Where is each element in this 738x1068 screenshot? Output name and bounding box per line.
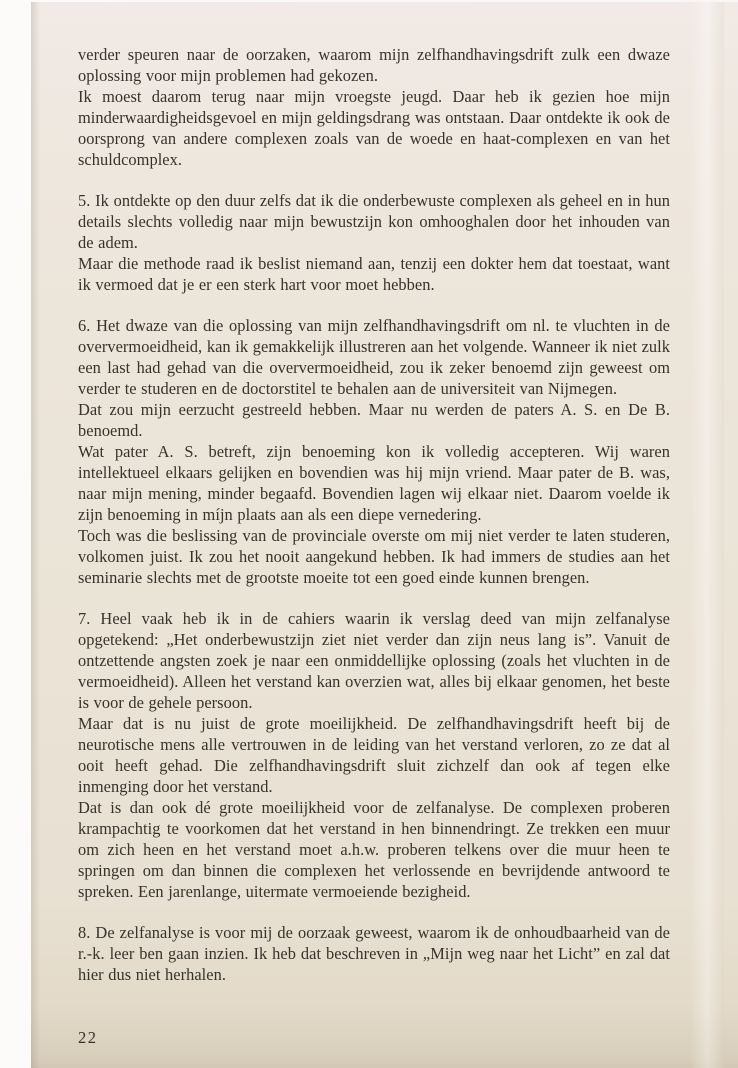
text-section bbox=[78, 315, 670, 588]
paragraph: Maar die methode raad ik beslist niemand aan, tenzij een dokter hem dat toestaat, want ik vermoed dat je er een sterk hart voor moet hebben. bbox=[78, 254, 670, 294]
paragraph: 7. Heel vaak heb ik in de cahiers waarin ik verslag deed van mijn zelfanalyse opgetekend: „Het onderbewustzijn ziet niet verder dan zijn neus lang is”. Vanuit de ontzettende angsten zoek je naar een onmiddellijke oplossing (zoals het vluchten in de vermoeidheid). Alleen het verstand kan overzien wat, alles bij elkaar genomen, het beste is voor de gehele persoon. bbox=[78, 609, 670, 712]
text-section bbox=[78, 190, 670, 295]
paragraph: Toch was die beslissing van de provinciale overste om mij niet verder te laten studeren, volkomen juist. Ik zou het nooit aangekund hebben. Ik had immers de studies aan het seminarie slechts met de grootste moeite tot een goed einde kunnen brengen. bbox=[78, 526, 670, 587]
paragraph: 6. Het dwaze van die oplossing van mijn zelfhandhavingsdrift om nl. te vluchten in de oververmoeidheid, kan ik gemakkelijk illustreren aan het volgende. Wanneer ik niet zulk een last had gehad van die oververmoeidheid, zou ik zeker benoemd zijn geweest om verder te studeren en de doctorstitel te behalen aan de universiteit van Nijmegen. bbox=[78, 316, 670, 398]
text-section bbox=[78, 922, 670, 985]
page-text bbox=[78, 44, 670, 1005]
text-section bbox=[78, 608, 670, 902]
paragraph: Dat is dan ook dé grote moeilijkheid voor de zelfanalyse. De complexen proberen krampachtig te voorkomen dat het verstand in hen binnendringt. Ze trekken een muur om zich heen en het verstand moet a.h.w. proberen telkens over die muur heen te springen om dan binnen die complexen het verlossende en bevrijdende antwoord te spreken. Een jarenlange, uitermate vermoeiende bezigheid. bbox=[78, 798, 670, 901]
paragraph: Maar dat is nu juist de grote moeilijkheid. De zelfhandhavingsdrift heeft bij de neurotische mens alle vertrouwen in de leiding van het verstand verloren, zo ze dat al ooit heeft gehad. Die zelfhandhavingsdrift sluit zichzelf dan ook af tegen elke inmenging door het verstand. bbox=[78, 714, 670, 796]
page-number: 22 bbox=[78, 1028, 98, 1047]
paragraph: Ik moest daarom terug naar mijn vroegste jeugd. Daar heb ik gezien hoe mijn minderwaardigheidsgevoel en mijn geldingsdrang was ontstaan. Daar ontdekte ik ook de oorsprong van andere complexen zoals van de woede en haat-complexen en van het schuldcomplex. bbox=[78, 87, 670, 169]
paragraph: verder speuren naar de oorzaken, waarom mijn zelfhandhavingsdrift zulk een dwaze oplossing voor mijn problemen had gekozen. bbox=[78, 45, 670, 85]
paragraph: 8. De zelfanalyse is voor mij de oorzaak geweest, waarom ik de onhoudbaarheid van de r.-k. leer ben gaan inzien. Ik heb dat beschreven in „Mijn weg naar het Licht” en zal dat hier dus niet herhalen. bbox=[78, 923, 670, 984]
paragraph: Dat zou mijn eerzucht gestreeld hebben. Maar nu werden de paters A. S. en De B. benoemd. bbox=[78, 400, 670, 440]
paragraph: Wat pater A. S. betreft, zijn benoeming kon ik volledig accepteren. Wij waren intellektueel elkaars gelijken en bovendien was hij mijn vriend. Maar pater de B. was, naar mijn mening, minder begaafd. Bovendien lagen wij elkaar niet. Daarom voelde ik zijn benoeming in míjn plaats aan als een diepe vernedering. bbox=[78, 442, 670, 524]
paragraph: 5. Ik ontdekte op den duur zelfs dat ik die onderbewuste complexen als geheel en in hun details slechts volledig naar mijn bewustzijn kon omhooghalen door het inhouden van de adem. bbox=[78, 191, 670, 252]
book-page bbox=[31, 2, 738, 1068]
text-section bbox=[78, 44, 670, 170]
